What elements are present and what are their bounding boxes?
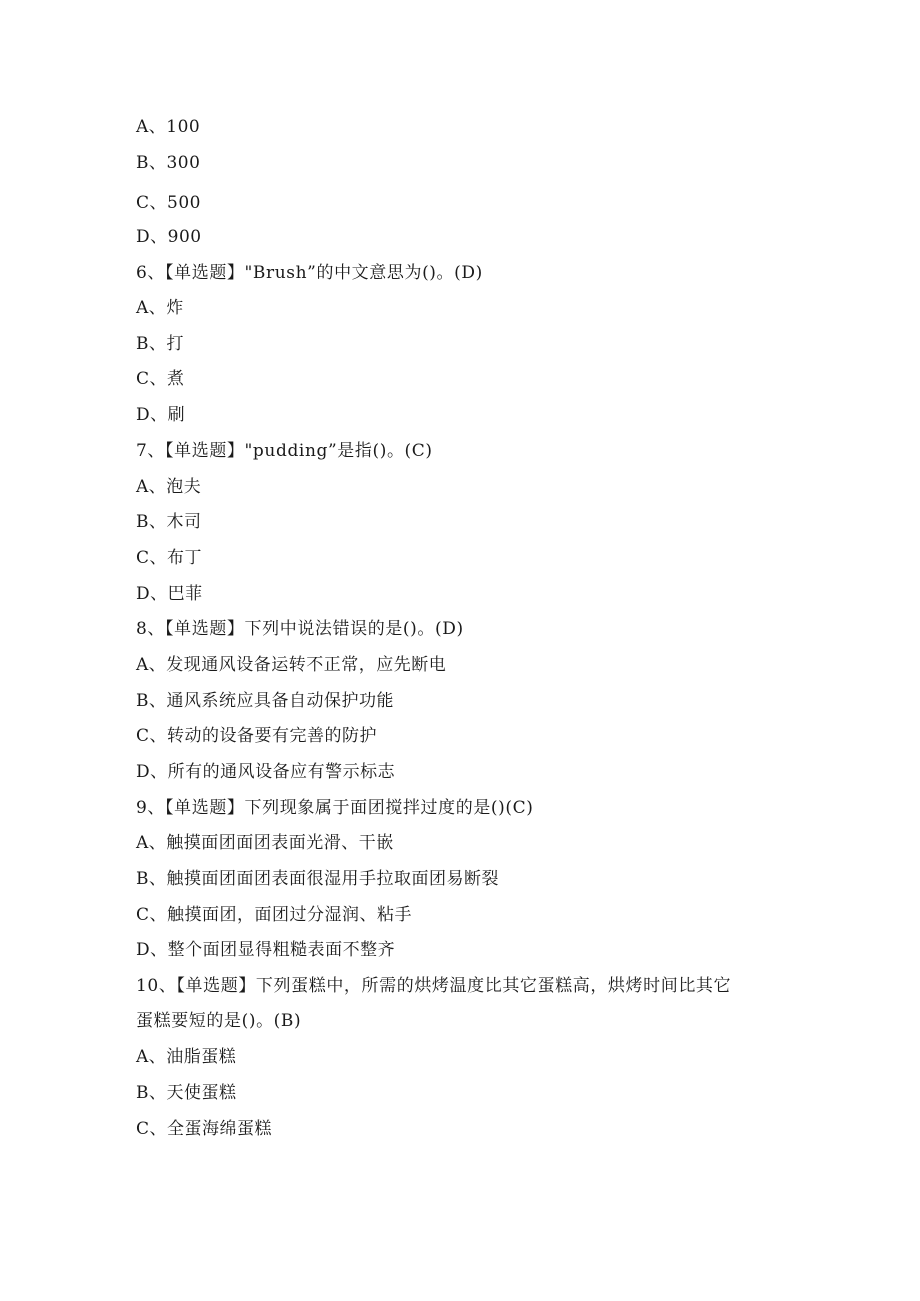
q7-option-c: C、布丁	[136, 548, 203, 568]
option-a-prev: A、100	[136, 117, 201, 137]
question-8: 8、【单选题】下列中说法错误的是()。(D)	[136, 619, 464, 639]
q9-option-d: D、整个面团显得粗糙表面不整齐	[136, 940, 396, 960]
q8-option-a: A、发现通风设备运转不正常，应先断电	[136, 655, 447, 675]
q6-option-d: D、刷	[136, 405, 186, 425]
q7-option-a: A、泡夫	[136, 477, 202, 497]
q8-option-b: B、通风系统应具备自动保护功能	[136, 691, 394, 711]
question-10-line-1: 10、【单选题】下列蛋糕中，所需的烘烤温度比其它蛋糕高，烘烤时间比其它	[136, 976, 732, 996]
question-9: 9、【单选题】下列现象属于面团搅拌过度的是()(C)	[136, 798, 534, 818]
q9-option-a: A、触摸面团面团表面光滑、干嵌	[136, 833, 394, 853]
q9-option-c: C、触摸面团，面团过分湿润、粘手	[136, 905, 413, 925]
option-c-prev: C、500	[136, 193, 201, 213]
q6-option-b: B、打	[136, 334, 184, 354]
q10-option-b: B、天使蛋糕	[136, 1083, 237, 1103]
q6-option-a: A、炸	[136, 298, 184, 318]
question-10-line-2: 蛋糕要短的是()。(B)	[136, 1011, 302, 1031]
q7-option-b: B、木司	[136, 512, 202, 532]
question-7: 7、【单选题】"pudding”是指()。(C)	[136, 441, 433, 461]
q9-option-b: B、触摸面团面团表面很湿用手拉取面团易断裂	[136, 869, 499, 889]
q10-option-c: C、全蛋海绵蛋糕	[136, 1119, 273, 1139]
option-b-prev: B、300	[136, 153, 201, 173]
q7-option-d: D、巴菲	[136, 584, 203, 604]
q10-option-a: A、油脂蛋糕	[136, 1047, 237, 1067]
q8-option-d: D、所有的通风设备应有警示标志	[136, 762, 396, 782]
q8-option-c: C、转动的设备要有完善的防护	[136, 726, 378, 746]
option-d-prev: D、900	[136, 227, 202, 247]
question-6: 6、【单选题】"Brush”的中文意思为()。(D)	[136, 263, 483, 283]
q6-option-c: C、煮	[136, 369, 185, 389]
